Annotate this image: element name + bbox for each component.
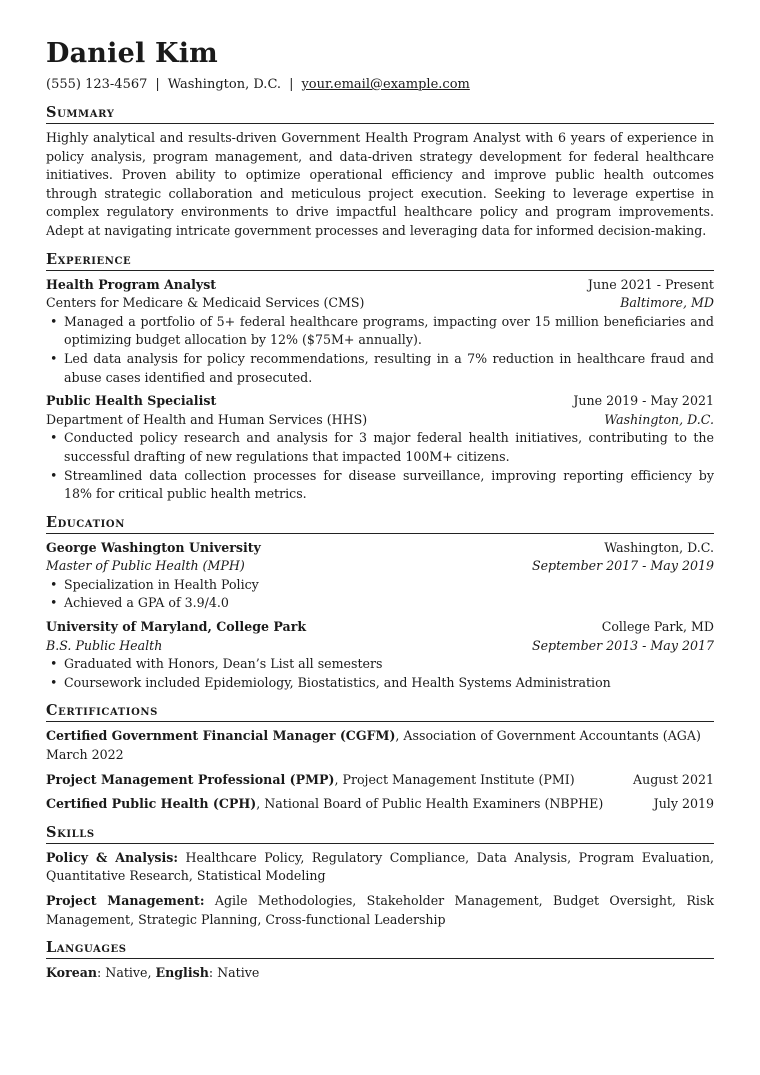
education-section	[46, 513, 714, 693]
contact-line	[46, 76, 714, 94]
job-entry	[46, 276, 714, 388]
section-title-certifications: Certifications	[46, 701, 714, 722]
section-title-education: Education	[46, 513, 714, 534]
job-organization: Centers for Medicare & Medicaid Services (CMS)	[46, 295, 365, 311]
certification-entry	[46, 727, 714, 764]
certification-issuer: , Association of Government Accountants (AGA)	[395, 728, 701, 744]
section-title-skills: Skills	[46, 823, 714, 844]
certification-issuer: , Project Management Institute (PMI)	[334, 771, 575, 787]
job-organization: Department of Health and Human Services (HHS)	[46, 411, 368, 427]
job-dates: June 2019 - May 2021	[573, 393, 714, 409]
location: Washington, D.C.	[167, 77, 282, 92]
school-degree: B.S. Public Health	[46, 637, 163, 653]
summary-text: Highly analytical and results-driven Government Health Program Analyst with 6 years of experience in policy analysis, program management, and data-driven strategy development for federal healthcare initiatives. Proven ability to optimize operational efficiency and improve public health outcomes through strategic collaboration and meticulous project execution. Seeking to leverage expertise in complex regulatory environments to drive impactful healthcare policy and program improvements. Adept at navigating intricate government processes and leveraging data for informed decision-making.	[46, 130, 714, 238]
bullet-item: • Led data analysis for policy recommendations, resulting in a 7% reduction in healthcare fraud and abuse cases identified and prosecuted.	[46, 350, 714, 387]
certification-name: Certified Government Financial Manager (CGFM)	[46, 728, 396, 744]
job-bullets	[46, 313, 714, 387]
school-name: George Washington University	[46, 539, 261, 555]
job-role: Public Health Specialist	[46, 393, 217, 409]
certification-entry	[46, 795, 714, 814]
certification-entry	[46, 771, 714, 790]
certification-date: March 2022	[46, 747, 124, 763]
languages-line	[46, 964, 714, 983]
bullet-item: • Coursework included Epidemiology, Biostatistics, and Health Systems Administration	[46, 674, 714, 693]
summary-section	[46, 103, 714, 241]
phone-number: (555) 123-4567	[46, 77, 148, 92]
certifications-section	[46, 701, 714, 813]
school-location: College Park, MD	[601, 619, 714, 635]
school-location: Washington, D.C.	[604, 539, 714, 555]
school-entry	[46, 539, 714, 613]
bullet-item: • Conducted policy research and analysis for 3 major federal health initiatives, contributing to the successful drafting of new regulations that impacted 100M+ citizens.	[46, 429, 714, 466]
school-bullets	[46, 655, 714, 692]
school-dates: September 2013 - May 2017	[531, 637, 714, 653]
bullet-item: • Specialization in Health Policy	[46, 576, 714, 595]
job-location: Washington, D.C.	[604, 411, 714, 427]
candidate-name: Daniel Kim	[46, 38, 218, 69]
certification-name: Certified Public Health (CPH)	[46, 796, 257, 812]
experience-section	[46, 250, 714, 504]
school-dates: September 2017 - May 2019	[531, 558, 714, 574]
certification-date: July 2019	[653, 796, 714, 812]
skill-group	[46, 892, 714, 929]
job-role: Health Program Analyst	[46, 276, 217, 292]
skill-group-items: Healthcare Policy, Regulatory Compliance, Data Analysis, Program Evaluation, Quantitative Research, Statistical Modeling	[46, 849, 714, 884]
contact-separator: |	[289, 77, 294, 92]
skill-group-label: Project Management:	[46, 893, 205, 908]
school-entry	[46, 618, 714, 692]
language-name: Korean	[46, 965, 98, 981]
email-link[interactable]: your.email@example.com	[301, 77, 470, 92]
section-title-summary: Summary	[46, 103, 714, 124]
skill-group-label: Policy & Analysis:	[46, 849, 179, 865]
school-degree: Master of Public Health (MPH)	[46, 558, 245, 574]
certification-name: Project Management Professional (PMP)	[46, 771, 335, 787]
certification-date: August 2021	[633, 771, 714, 787]
certification-issuer: , National Board of Public Health Examiners (NBPHE)	[256, 796, 604, 812]
contact-separator: |	[155, 77, 160, 92]
language-level: : Native,	[97, 965, 156, 981]
bullet-item: • Achieved a GPA of 3.9/4.0	[46, 594, 714, 613]
job-location: Baltimore, MD	[620, 295, 714, 311]
bullet-item: • Managed a portfolio of 5+ federal healthcare programs, impacting over 15 million beneficiaries and optimizing budget allocation by 12% ($75M+ annually).	[46, 313, 714, 350]
language-level: : Native	[208, 965, 260, 981]
skill-group-items: Agile Methodologies, Stakeholder Management, Budget Oversight, Risk Management, Strategic Planning, Cross-functional Leadership	[46, 893, 714, 927]
job-dates: June 2021 - Present	[587, 276, 714, 292]
job-bullets	[46, 429, 714, 503]
skills-section	[46, 823, 714, 929]
job-entry	[46, 392, 714, 504]
language-name: English	[155, 965, 209, 981]
languages-section	[46, 938, 714, 983]
section-title-experience: Experience	[46, 250, 714, 271]
bullet-item: • Streamlined data collection processes for disease surveillance, improving reporting efficiency by 18% for critical public health metrics.	[46, 467, 714, 504]
section-title-languages: Languages	[46, 938, 714, 959]
school-bullets	[46, 576, 714, 613]
school-name: University of Maryland, College Park	[46, 619, 307, 635]
skill-group	[46, 849, 714, 886]
bullet-item: • Graduated with Honors, Dean’s List all semesters	[46, 655, 714, 674]
